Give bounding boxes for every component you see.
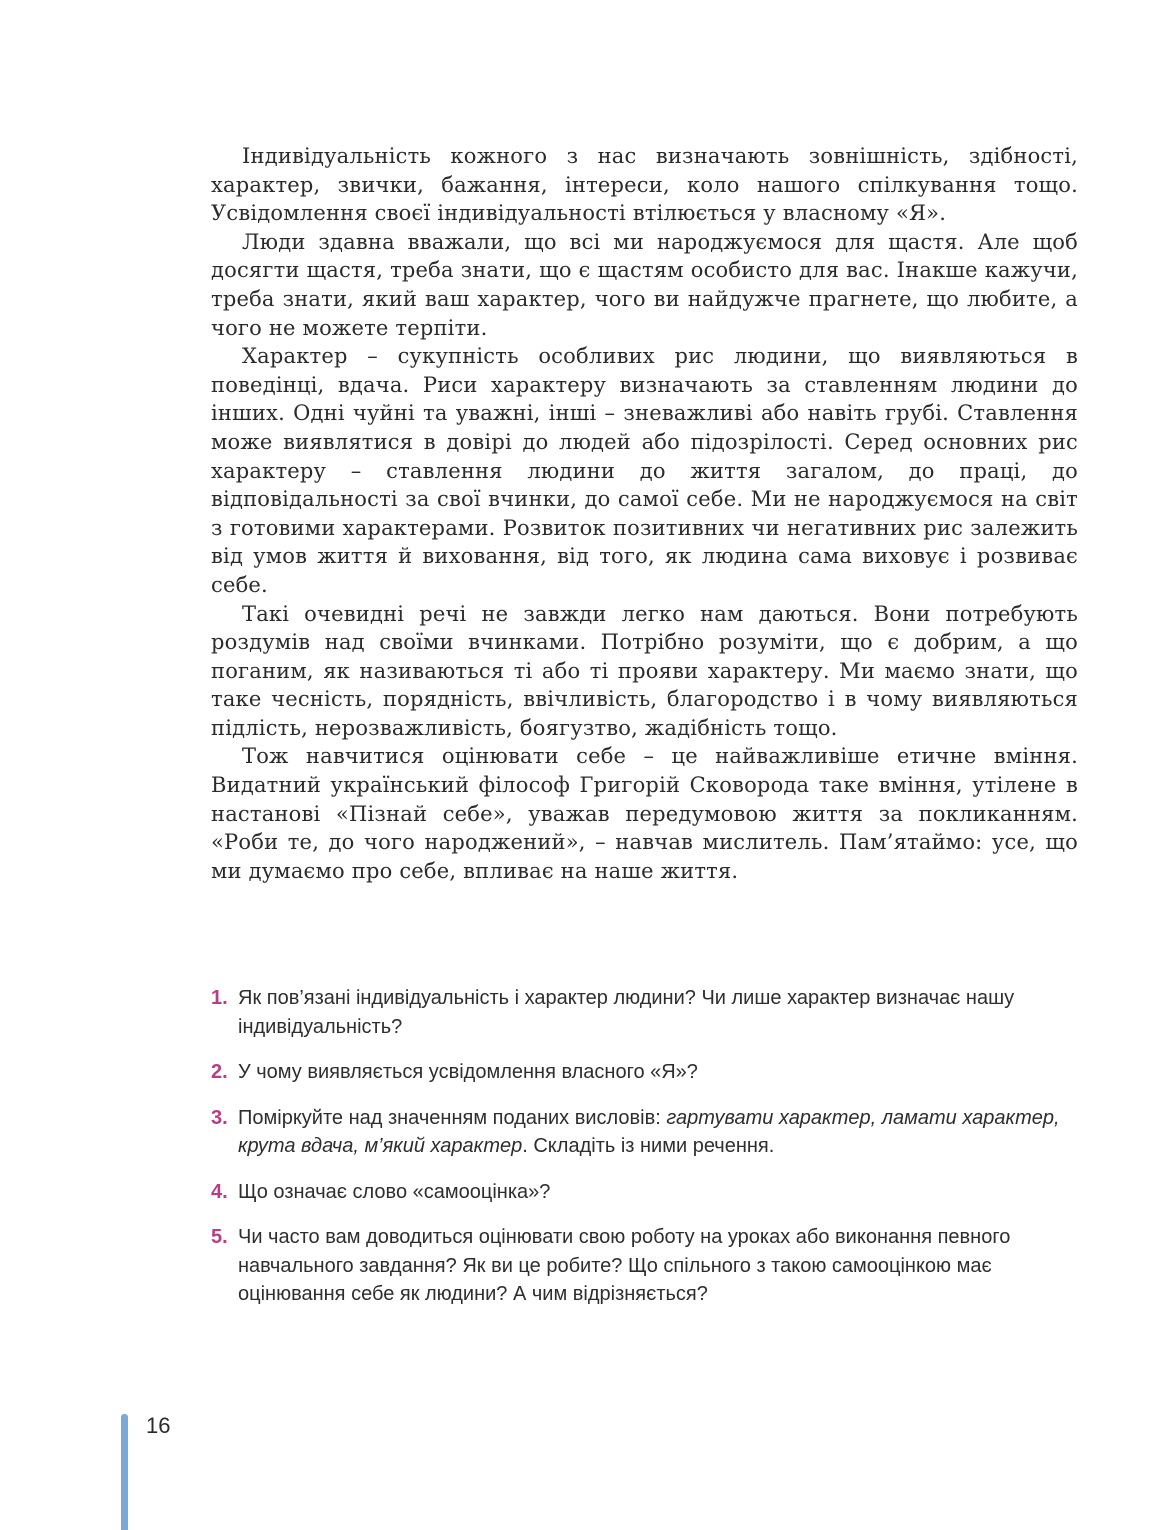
question-text (238, 1104, 1091, 1161)
question-item (211, 984, 1091, 1041)
paragraph: Тож навчитися оцінювати себе – це найважливіше етичне вміння. Видатний український філософ Григорій Сковорода таке вміння, утілене в настанові «Пізнай себе», уважав передумовою життя за покликанням. «Роби те, до чого народжений», – навчав мислитель. Пам’ятаймо: усе, що ми думаємо про себе, впливає на наше життя. (211, 744, 1078, 883)
question-text: Чи часто вам доводиться оцінювати свою роботу на уроках або виконання певного навчального завдання? Як ви це робите? Що спільного з такою самооцінкою має оцінювання себе як людини? А чим відрізняється? (238, 1226, 1011, 1305)
question-text: Як пов’язані індивідуальність і характер людини? Чи лише характер визначає нашу індивідуальність? (238, 987, 1015, 1038)
question-text: У чому виявляється усвідомлення власного «Я»? (238, 1061, 698, 1083)
paragraph: Індивідуальність кожного з нас визначають зовнішність, здібності, характер, звички, бажання, інтереси, коло нашого спілкування тощо. Усвідомлення своєї індивідуальності втілюється у власному «Я». (211, 144, 1078, 226)
question-number: 1. (211, 987, 228, 1009)
paragraph: Характер – сукупність особливих рис людини, що виявляються в поведінці, вдача. Риси характеру визначають за ставленням людини до інших. Одні чуйні та уважні, інші – зневажливі або навіть грубі. Ставлення може виявлятися в довірі до людей або підозрілості. Серед основних рис характеру – ставлення людини до життя загалом, до праці, до відповідальності за свої вчинки, до самої себе. Ми не народжуємося на світ з готовими характерами. Розвиток позитивних чи негативних рис залежить від умов життя й виховання, від того, як людина сама виховує і розвиває себе. (211, 344, 1078, 597)
page-number: 16 (146, 1413, 171, 1438)
paragraph: Такі очевидні речі не завжди легко нам даються. Вони потребують роздумів над своїми вчинками. Потрібно розуміти, що є добрим, а що поганим, як називаються ті або ті прояви характеру. Ми маємо знати, що таке чесність, порядність, ввічливість, благородство і в чому виявляються підлість, нерозважливість, боягузтво, жадібність тощо. (211, 601, 1078, 740)
question-text-part: . Складіть із ними речення. (522, 1135, 775, 1157)
question-number: 2. (211, 1061, 228, 1083)
question-number: 5. (211, 1226, 228, 1248)
question-number: 3. (211, 1106, 228, 1129)
question-text: Що означає слово «самооцінка»? (238, 1180, 551, 1203)
question-italic-phrases: гартувати характер, ламати характер, крута вдача, м’який характер (238, 1106, 1060, 1157)
question-text-part: Поміркуйте над значенням поданих висловів: (238, 1106, 667, 1129)
question-item (211, 1223, 1091, 1309)
main-text (211, 142, 1078, 885)
question-number: 4. (211, 1180, 228, 1203)
question-item (211, 1178, 1091, 1207)
page-accent-bar (121, 1414, 128, 1530)
question-item (211, 1058, 1091, 1087)
question-item (211, 1104, 1091, 1161)
questions-list (211, 984, 1091, 1326)
paragraph: Люди здавна вважали, що всі ми народжуємося для щастя. Але щоб досягти щастя, треба знати, що є щастям особисто для вас. Інакше кажучи, треба знати, який ваш характер, чого ви найдужче прагнете, що любите, а чого не можете терпіти. (211, 229, 1078, 340)
